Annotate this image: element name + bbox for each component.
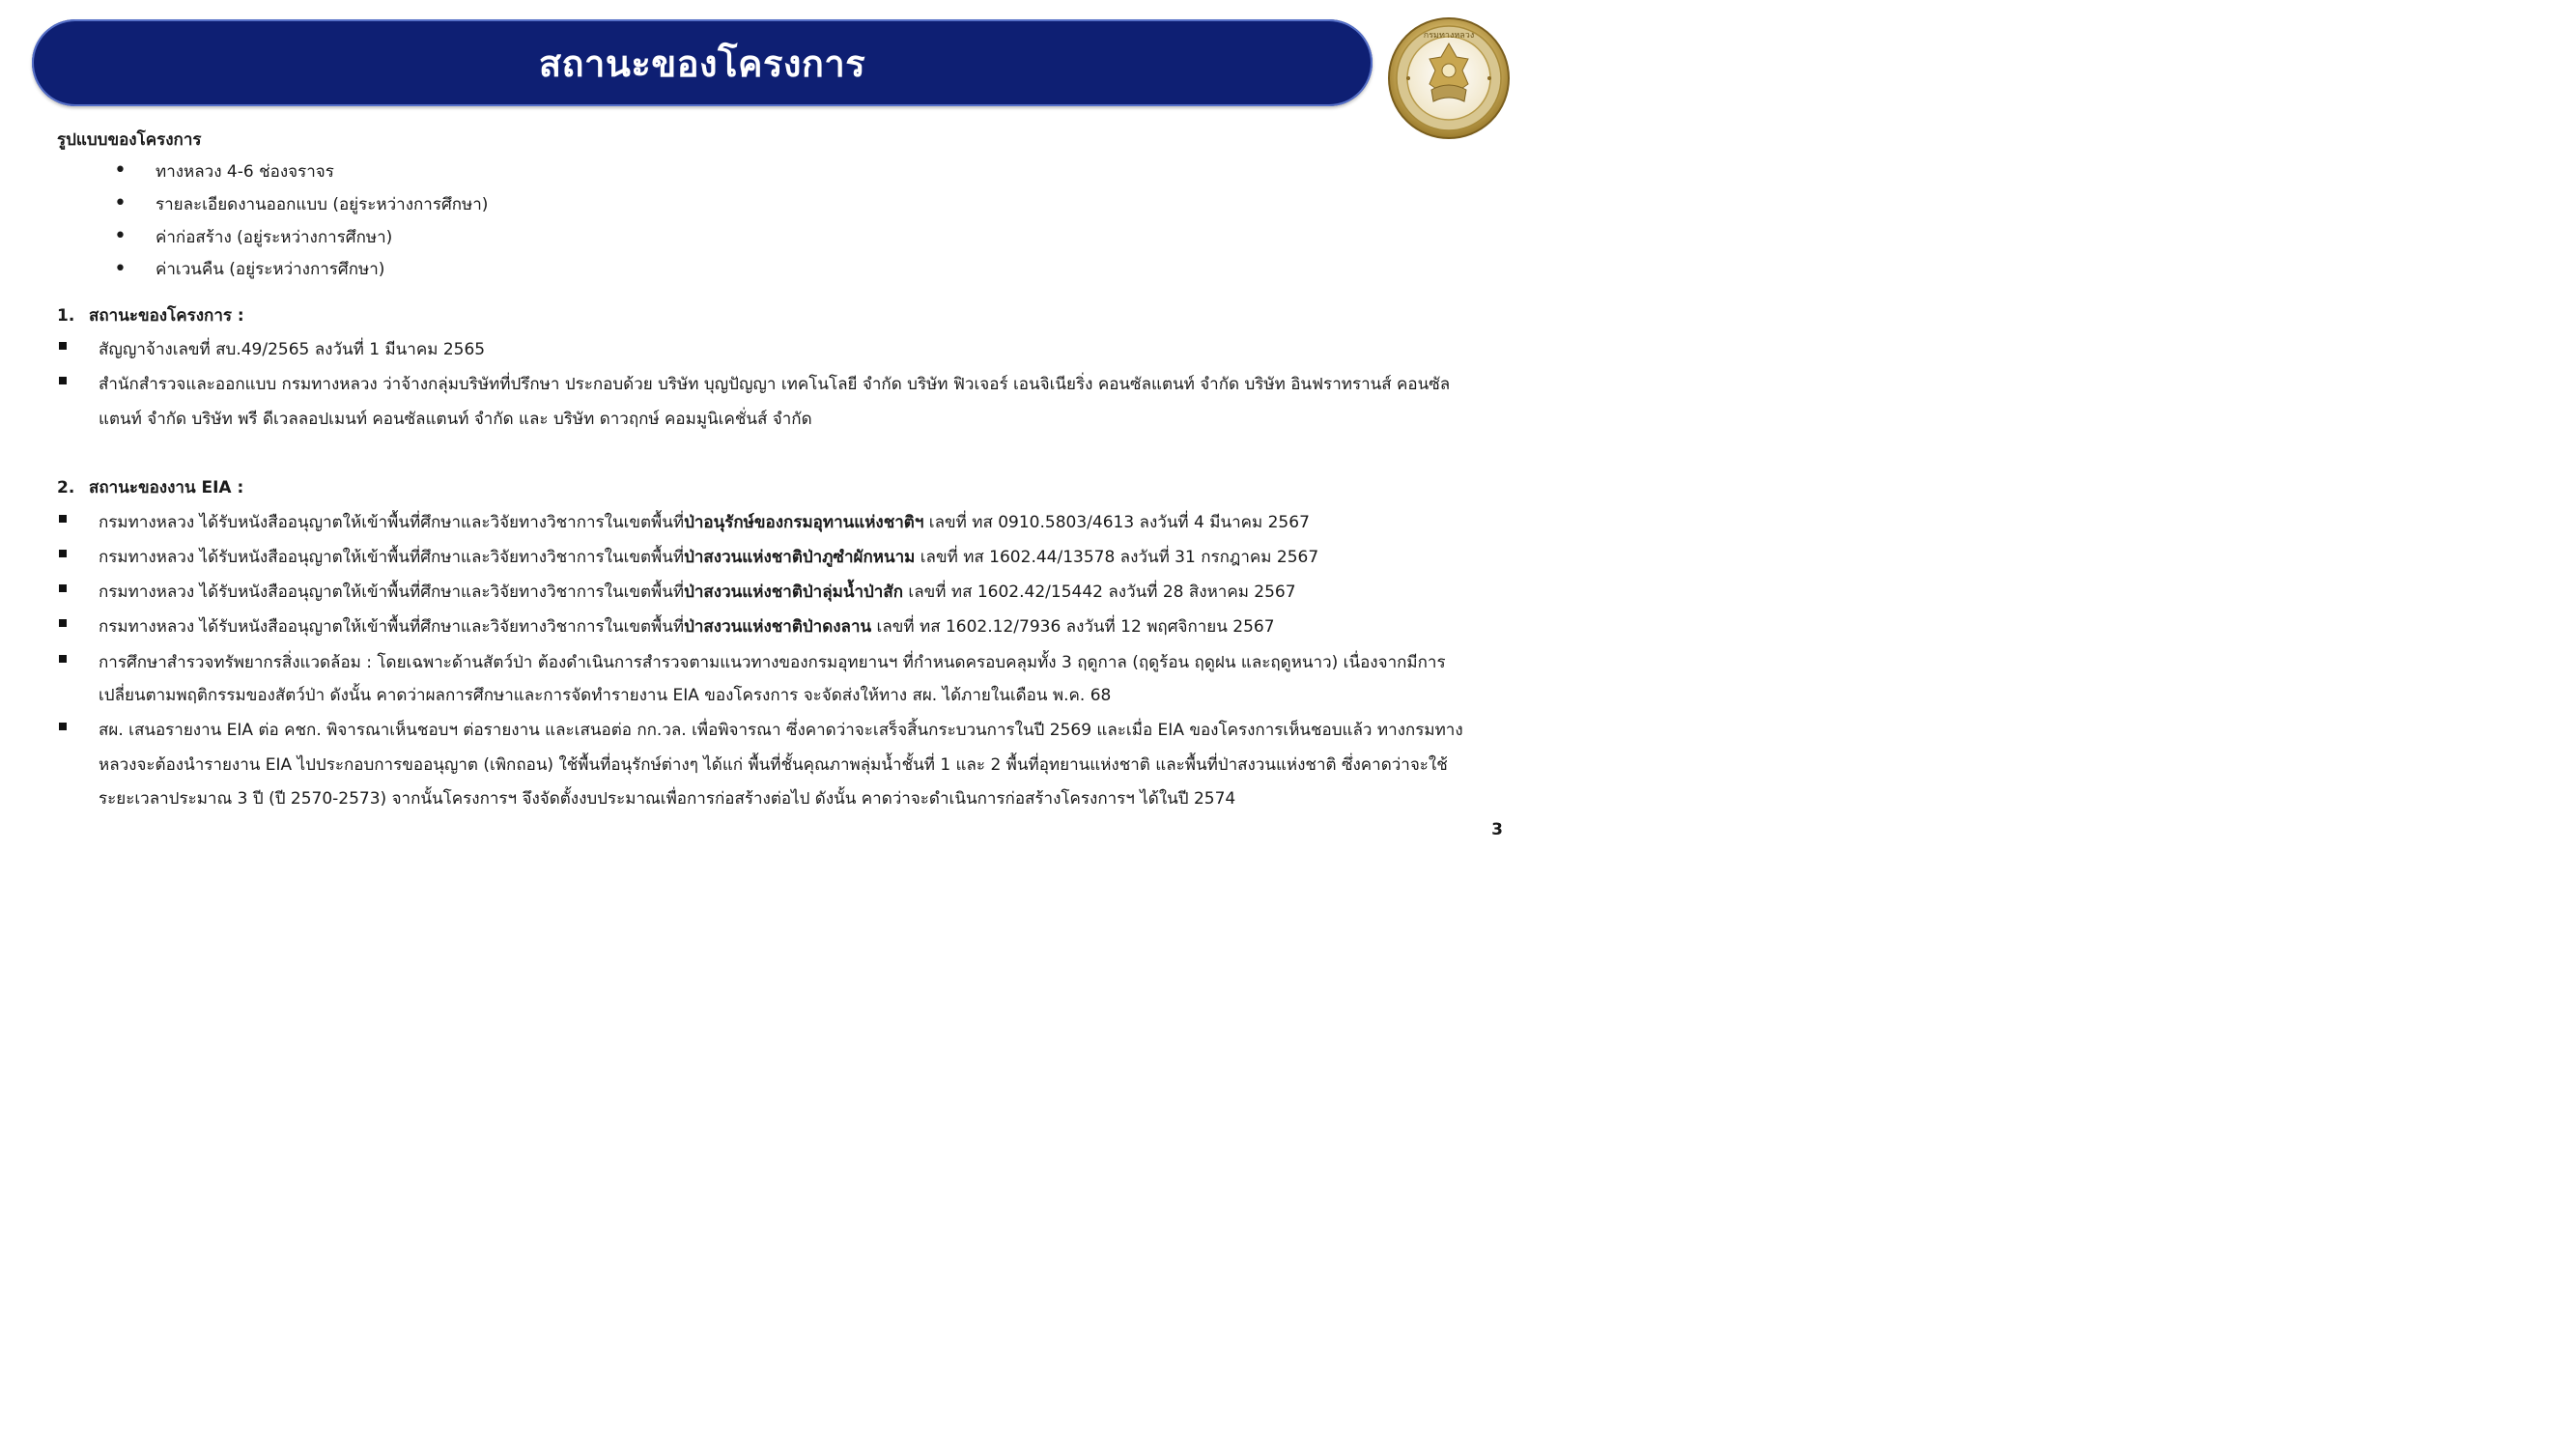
permit-prefix: กรมทางหลวง ได้รับหนังสืออนุญาตให้เข้าพื้นที่ศึกษาและวิจัยทางวิชาการในเขตพื้นที่ xyxy=(99,548,685,567)
format-item: ค่าเวนคืน (อยู่ระหว่างการศึกษา) xyxy=(156,260,385,279)
square-bullet xyxy=(59,342,67,350)
square-bullet xyxy=(59,723,67,730)
permit-suffix: เลขที่ ทส 1602.12/7936 ลงวันที่ 12 พฤศจิกายน 2567 xyxy=(871,617,1275,637)
section2-heading: สถานะของงาน EIA : xyxy=(89,478,244,497)
format-item: ค่าก่อสร้าง (อยู่ระหว่างการศึกษา) xyxy=(156,228,393,247)
permit-item xyxy=(99,611,1275,643)
permit-suffix: เลขที่ ทส 1602.42/15442 ลงวันที่ 28 สิงหาคม 2567 xyxy=(903,582,1296,602)
square-bullet xyxy=(59,655,67,663)
review-item: สผ. เสนอรายงาน EIA ต่อ คชก. พิจารณาเห็นชอบฯ ต่อรายงาน และเสนอต่อ กก.วล. เพื่อพิจารณา ซึ่งคาดว่าจะเสร็จสิ้นกระบวนการในปี 2569 และเมื่อ EIA ของโครงการเห็นชอบแล้ว ทางกรมทาง xyxy=(99,721,1463,740)
seal-text: กรมทางหลวง xyxy=(1423,31,1475,41)
format-item: ทางหลวง 4-6 ช่องจราจร xyxy=(156,162,334,182)
format-heading: รูปแบบของโครงการ xyxy=(57,130,202,150)
section1-heading: สถานะของโครงการ : xyxy=(89,306,244,326)
square-bullet xyxy=(59,377,67,384)
page-number: 3 xyxy=(1491,820,1503,839)
section1-item: สัญญาจ้างเลขที่ สบ.49/2565 ลงวันที่ 1 มีนาคม 2565 xyxy=(99,340,486,359)
permit-area: ป่าสงวนแห่งชาติป่าลุ่มน้ำป่าสัก xyxy=(684,582,903,602)
permit-area: ป่าสงวนแห่งชาติป่าดงลาน xyxy=(684,617,872,637)
permit-item xyxy=(99,506,1310,539)
permit-suffix: เลขที่ ทส 1602.44/13578 ลงวันที่ 31 กรกฎาคม 2567 xyxy=(915,548,1319,567)
square-bullet xyxy=(59,550,67,557)
department-seal-logo xyxy=(1387,16,1511,140)
permit-item xyxy=(99,576,1296,609)
section1-number: 1. xyxy=(57,306,75,326)
permit-item xyxy=(99,541,1318,574)
format-item: รายละเอียดงานออกแบบ (อยู่ระหว่างการศึกษา) xyxy=(156,195,489,214)
permit-prefix: กรมทางหลวง ได้รับหนังสืออนุญาตให้เข้าพื้นที่ศึกษาและวิจัยทางวิชาการในเขตพื้นที่ xyxy=(99,617,685,637)
review-item-continued: ระยะเวลาประมาณ 3 ปี (ปี 2570-2573) จากนั้นโครงการฯ จึงจัดตั้งงบประมาณเพื่อการก่อสร้างต่อไป ดังนั้น คาดว่าจะดำเนินการก่อสร้างโครงการฯ ได้ในปี 2574 xyxy=(99,789,1236,809)
survey-item-continued: เปลี่ยนตามพฤติกรรมของสัตว์ป่า ดังนั้น คาดว่าผลการศึกษาและการจัดทำรายงาน EIA ของโครงการ จะจัดส่งให้ทาง สผ. ได้ภายในเดือน พ.ค. 68 xyxy=(99,686,1112,705)
page-title: สถานะของโครงการ xyxy=(538,42,866,85)
bullet-dot: • xyxy=(114,158,127,183)
permit-area: ป่าอนุรักษ์ของกรมอุทานแห่งชาติฯ xyxy=(684,513,924,532)
section1-item-continued: แตนท์ จำกัด บริษัท พรี ดีเวลลอปเมนท์ คอนซัลแตนท์ จำกัด และ บริษัท ดาวฤกษ์ คอมมูนิเคชั่นส์ จำกัด xyxy=(99,410,812,429)
review-item-continued: หลวงจะต้องนำรายงาน EIA ไปประกอบการขออนุญาต (เพิกถอน) ใช้พื้นที่อนุรักษ์ต่างๆ ได้แก่ พื้นที่ชั้นคุณภาพลุ่มน้ำชั้นที่ 1 และ 2 พื้นที่อุทยานแห่งชาติ และพื้นที่ป่าสงวนแห่งชาติ ซึ่งคาดว่าจะใช้ xyxy=(99,755,1448,775)
survey-item: การศึกษาสำรวจทรัพยากรสิ่งแวดล้อม : โดยเฉพาะด้านสัตว์ป่า ต้องดำเนินการสำรวจตามแนวทางของกรมอุทยานฯ ที่กำหนดครอบคลุมทั้ง 3 ฤดูกาล (ฤดูร้อน ฤดูฝน และฤดูหนาว) เนื่องจากมีการ xyxy=(99,653,1446,672)
section2-number: 2. xyxy=(57,478,75,497)
section1-item: สำนักสำรวจและออกแบบ กรมทางหลวง ว่าจ้างกลุ่มบริษัทที่ปรึกษา ประกอบด้วย บริษัท บุญปัญญา เทคโนโลยี จำกัด บริษัท ฟิวเจอร์ เอนจิเนียริ่ง คอนซัลแตนท์ จำกัด บริษัท อินฟราทรานส์ คอนซัล xyxy=(99,375,1451,394)
permit-prefix: กรมทางหลวง ได้รับหนังสืออนุญาตให้เข้าพื้นที่ศึกษาและวิจัยทางวิชาการในเขตพื้นที่ xyxy=(99,513,685,532)
bullet-dot: • xyxy=(114,257,127,281)
permit-suffix: เลขที่ ทส 0910.5803/4613 ลงวันที่ 4 มีนาคม 2567 xyxy=(923,513,1310,532)
bullet-dot: • xyxy=(114,224,127,248)
bullet-dot: • xyxy=(114,191,127,215)
permit-prefix: กรมทางหลวง ได้รับหนังสืออนุญาตให้เข้าพื้นที่ศึกษาและวิจัยทางวิชาการในเขตพื้นที่ xyxy=(99,582,685,602)
permit-area: ป่าสงวนแห่งชาติป่าภูซำผักหนาม xyxy=(684,548,916,567)
square-bullet xyxy=(59,515,67,523)
square-bullet xyxy=(59,584,67,592)
square-bullet xyxy=(59,619,67,627)
title-banner xyxy=(32,19,1373,106)
